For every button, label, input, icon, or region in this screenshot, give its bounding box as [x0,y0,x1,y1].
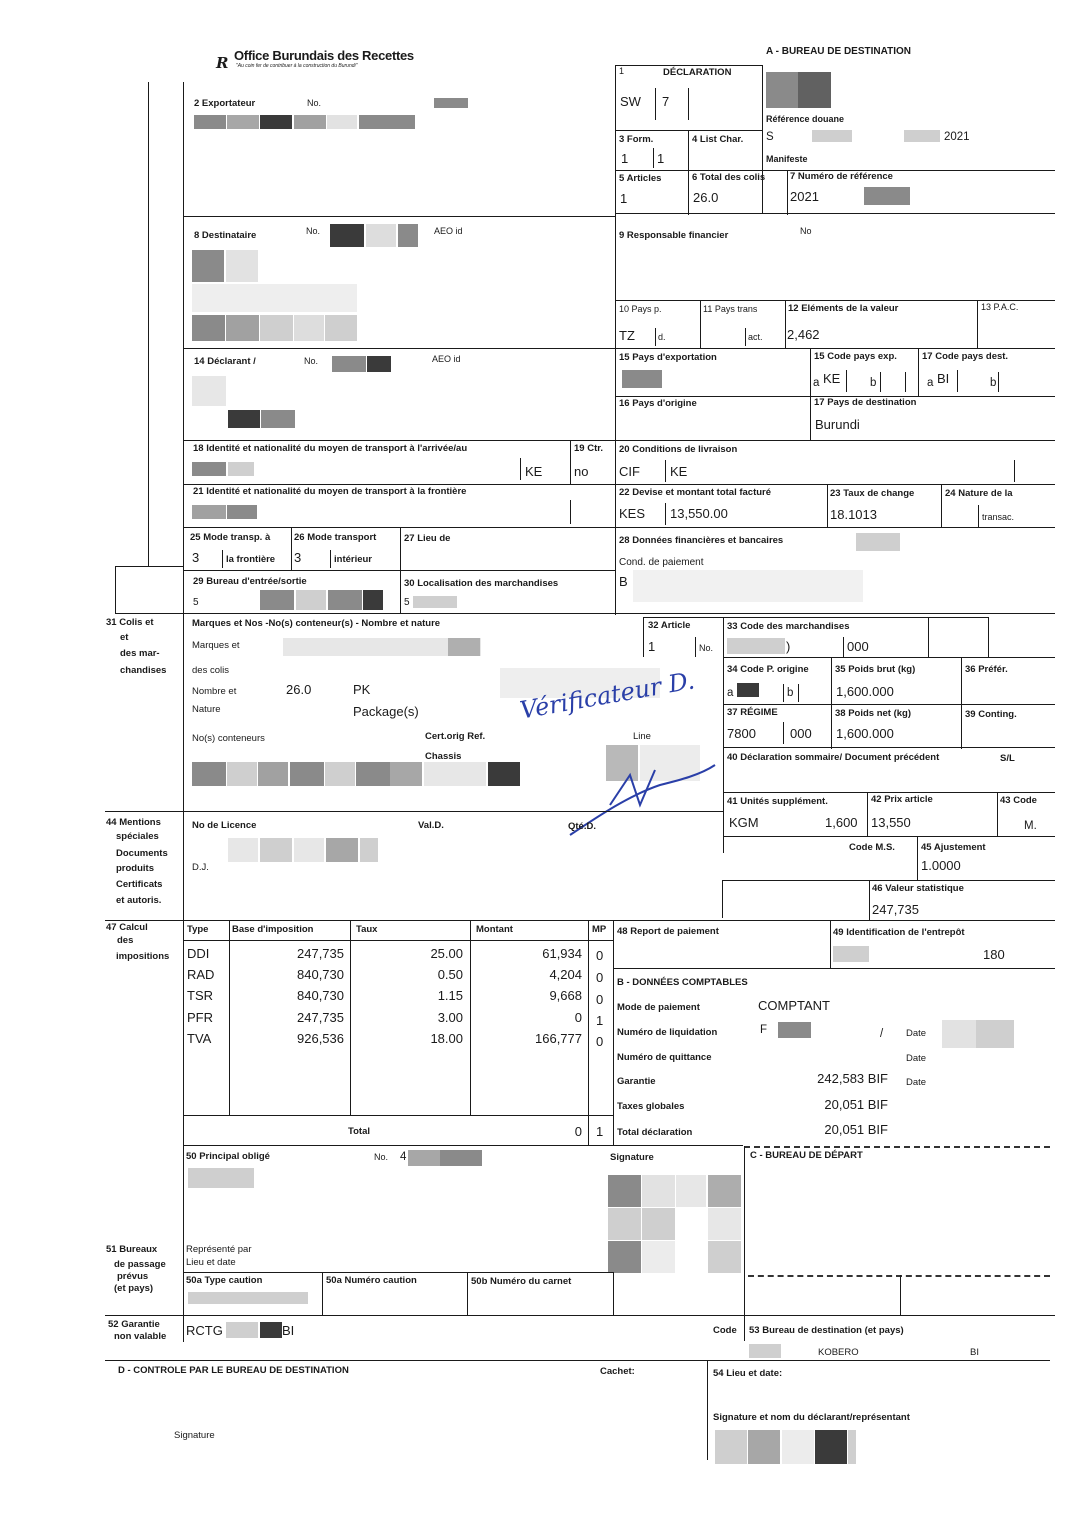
bureau-destination-title: A - BUREAU DE DESTINATION [766,46,911,57]
office-slogan: "Au coin fer de contribuer à la construction du Burundi" [236,63,358,69]
arrival-transport-nationality: KE [525,464,543,479]
tax-base: 840,730 [297,988,344,1003]
statistical-value: 247,735 [872,902,919,917]
guarantee-country: BI [282,1323,295,1338]
box51-side-line1: 51 Bureaux [106,1244,158,1255]
delivery-place: KE [670,464,688,479]
accounting-title: B - DONNÉES COMPTABLES [617,977,748,988]
box40-label: 40 Déclaration sommaire/ Document précédent [727,752,940,763]
box46-label: 46 Valeur statistique [872,883,964,894]
tax-type: RAD [187,967,215,982]
customs-reference-year: 2021 [944,131,970,143]
tax-header-base: Base d'imposition [232,924,314,935]
provenance-country: TZ [619,328,635,343]
box50b-carnet-label: 50b Numéro du carnet [471,1276,572,1287]
box8-label: 8 Destinataire [194,230,257,241]
marks-label: Marques et [192,640,240,651]
destination-country-code: BI [937,371,950,386]
calculation-method-code: M. [1024,820,1037,832]
chassis-label: Chassis [425,751,462,762]
customs-reference-label: Référence douane [766,114,845,124]
exchange-rate: 18.1013 [830,507,877,522]
receipt-label: Numéro de quittance [617,1052,712,1063]
box7-label: 7 Numéro de référence [790,171,893,182]
tax-mp: 0 [596,992,604,1007]
inland-transport-text: intérieur [334,554,373,565]
article-number: 1 [648,639,656,654]
invoice-amount: 13,550.00 [670,506,728,521]
entry-office-value: 5 [193,597,199,608]
box5-label: 5 Articles [619,173,662,184]
tax-total-value: 0 [574,1124,582,1139]
payment-mode-value: COMPTANT [758,998,830,1013]
inland-transport-mode: 3 [294,550,302,565]
box28-label: 28 Données financières et bancaires [619,535,784,546]
box44-side-line3: Documents [116,848,168,859]
tax-amount: 9,668 [549,988,582,1003]
box15-label: 15 Pays d'exportation [619,352,717,363]
declarant-no-label: No. [304,356,319,366]
box48-label: 48 Report de paiement [617,926,719,937]
global-taxes-label: Taxes globales [617,1101,685,1112]
consignee-aeo-label: AEO id [434,226,463,236]
box30-label: 30 Localisation des marchandises [404,578,559,589]
nature-label: Nature [192,704,221,715]
destination-control-title: D - CONTROLE PAR LE BUREAU DE DESTINATION [118,1365,349,1376]
box9-label: 9 Responsable financier [619,230,729,241]
total-declaration-label: Total déclaration [617,1127,693,1138]
packages-nature: Package(s) [353,704,419,719]
tax-base: 247,735 [297,946,344,961]
box52-side-line2: non valable [114,1331,167,1342]
box12-label: 12 Eléments de la valeur [788,303,899,314]
tax-mp: 0 [596,970,604,985]
declaration-model: 7 [662,94,670,109]
goods-location-value: 5 [404,597,410,608]
box51-side-line3: prévus [117,1271,149,1282]
invoice-currency: KES [619,506,646,521]
dest-code-a: a [927,377,934,389]
box45-label: 45 Ajustement [921,842,986,853]
box43-label: 43 Code [1000,795,1037,806]
exporter-no-label: No. [307,98,322,108]
licence-validity-label: Val.D. [418,820,444,831]
forms-count: 1 [621,151,629,166]
stamp-label: Cachet: [600,1366,635,1377]
box36-label: 36 Préfér. [965,664,1008,675]
payment-terms-label: Cond. de paiement [619,557,704,568]
value-elements: 2,462 [787,327,820,342]
box26-label: 26 Mode transport [294,532,377,543]
declarant-aeo-label: AEO id [432,354,461,364]
principal-no-label: No. [374,1152,389,1162]
declaration-type: SW [620,94,641,109]
box21-label: 21 Identité et nationalité du moyen de transport à la frontière [193,486,467,497]
box39-label: 39 Conting. [965,709,1017,720]
manifest-label: Manifeste [766,154,808,164]
packages-unit: PK [353,682,371,697]
regime-code: 7800 [727,726,756,741]
adjustment-value: 1.0000 [921,858,961,873]
box33-label: 33 Code des marchandises [727,621,850,632]
box20-label: 20 Conditions de livraison [619,444,738,455]
liquidation-date-label: Date [906,1028,927,1039]
tax-total-label: Total [348,1126,370,1137]
box31-side-line2: et [120,632,129,643]
border-transport-mode: 3 [192,550,200,565]
financial-no-label: No [800,226,812,236]
licence-quantity-label: Qté.D. [568,821,596,832]
box25-label: 25 Mode transp. à [190,532,271,543]
liquidation-separator: / [880,1028,884,1040]
box32-label: 32 Article [648,620,691,631]
box51-side-line2: de passage [114,1259,166,1270]
box42-label: 42 Prix article [871,794,933,805]
box31-side-line4: chandises [120,665,167,676]
destination-office-name: KOBERO [818,1347,859,1358]
box27-label: 27 Lieu de [404,533,451,544]
declarant-signature-label: Signature et nom du déclarant/représentant [713,1412,910,1423]
tax-total-mp: 1 [596,1124,604,1139]
box40-sl: S/L [1000,753,1015,764]
total-packages-value: 26.0 [693,190,719,205]
total-declaration-value: 20,051 BIF [824,1122,888,1137]
transit-suffix: act. [748,332,763,342]
consignee-no-label: No. [306,226,321,236]
box11-label: 11 Pays trans [703,304,758,314]
box4-label: 4 List Char. [692,134,744,145]
tax-rate: 18.00 [430,1031,463,1046]
container-flag: no [574,464,589,479]
box51-side-line4: (et pays) [114,1283,154,1294]
packages-number: 26.0 [286,682,312,697]
tax-type: PFR [187,1010,213,1025]
box31-side-line3: des mar- [120,648,160,659]
tax-rate: 1.15 [437,988,463,1003]
supplementary-unit: KGM [729,815,759,830]
box29-label: 29 Bureau d'entrée/sortie [193,576,307,587]
tax-rate: 25.00 [430,946,463,961]
box37-label: 37 RÉGIME [727,707,778,718]
tax-base: 840,730 [297,967,344,982]
box10-label: 10 Pays p. [619,304,662,314]
box34-label: 34 Code P. origine [727,664,809,675]
box35-label: 35 Poids brut (kg) [835,664,916,675]
customs-reference-prefix: S [766,131,774,143]
tax-type: TVA [187,1031,212,1046]
tax-rate: 0.50 [437,967,463,982]
box17-code-label: 17 Code pays dest. [922,351,1009,362]
box44-side-line5: Certificats [116,879,163,890]
box23-label: 23 Taux de change [830,488,915,499]
box50a-number-label: 50a Numéro caution [326,1275,417,1286]
box15-code-label: 15 Code pays exp. [814,351,897,362]
box47-side-line3: impositions [116,951,170,962]
box18-label: 18 Identité et nationalité du moyen de transport à l'arrivée/au [193,443,468,454]
article-no-label: No. [699,643,714,653]
export-code-b: b [870,377,877,389]
place-date-label: Lieu et date [186,1257,236,1268]
guarantee-label: Garantie [617,1076,656,1087]
number-label: Nombre et [192,686,237,697]
principal-no-value: 4 [400,1151,407,1163]
regime-suffix: 000 [790,726,812,741]
liquidation-label: Numéro de liquidation [617,1027,718,1038]
payment-mode-label: Mode de paiement [617,1002,700,1013]
office-name: Office Burundais des Recettes [234,48,414,63]
box47-side-line2: des [117,935,134,946]
guarantee-value: 242,583 BIF [817,1071,888,1086]
code-label: Code [713,1325,737,1336]
box16-label: 16 Pays d'origine [619,398,697,409]
box17-label: 17 Pays de destination [814,397,917,408]
destination-office-country: BI [970,1347,979,1358]
tax-base: 247,735 [297,1010,344,1025]
control-signature-label: Signature [174,1430,215,1441]
departure-office-title: C - BUREAU DE DÉPART [750,1150,863,1161]
tax-mp: 0 [596,1034,604,1049]
box1-label: 1 [619,66,625,76]
goods-code: ) [786,639,791,654]
origin-code-b: b [787,687,794,699]
supplementary-quantity: 1,600 [825,815,858,830]
declaration-title: DÉCLARATION [663,67,732,78]
tax-type: TSR [187,988,213,1003]
tax-mp: 0 [596,948,604,963]
forms-total: 1 [657,151,665,166]
tax-header-rate: Taux [356,924,378,935]
containers-label: No(s) conteneurs [192,733,265,744]
tax-header-amount: Montant [476,924,513,935]
box41-label: 41 Unités supplément. [727,796,828,807]
goods-code-suffix: 000 [847,639,869,654]
tax-mp: 1 [596,1013,604,1028]
destination-country: Burundi [815,417,860,432]
handwritten-verification: Vérificateur D. [517,666,697,725]
liquidation-prefix: F [760,1024,768,1036]
net-weight: 1,600.000 [836,726,894,741]
box3-label: 3 Form. [619,134,654,145]
tax-type: DDI [187,946,210,961]
principal-signature-label: Signature [610,1152,654,1163]
border-transport-text: la frontière [226,554,276,565]
box50-label: 50 Principal obligé [186,1151,270,1162]
licence-label: No de Licence [192,820,257,831]
represented-by-label: Représenté par [186,1244,252,1255]
box49-label: 49 Identification de l'entrepôt [833,927,965,938]
packages-label: des colis [192,665,229,676]
box54-label: 54 Lieu et date: [713,1368,783,1379]
tax-header-mp: MP [592,924,607,935]
box50a-type-label: 50a Type caution [186,1275,263,1286]
dest-code-b: b [990,377,997,389]
cert-orig-label: Cert.orig Ref. [425,731,486,742]
delivery-terms: CIF [619,464,640,479]
line-label: Line [633,731,651,742]
box6-label: 6 Total des colis [692,172,766,183]
box44-side-line4: produits [116,863,154,874]
box38-label: 38 Poids net (kg) [835,708,912,719]
warehouse-id: 180 [983,947,1005,962]
tax-amount: 166,777 [535,1031,582,1046]
box31-side-line1: 31 Colis et [106,617,154,628]
box24-label: 24 Nature de la [945,488,1013,499]
guarantee-type: RCTG [186,1323,223,1338]
box44-side-line6: et autoris. [116,895,162,906]
box52-side-line1: 52 Garantie [108,1319,160,1330]
box19-label: 19 Ctr. [574,443,604,454]
box44-side-line1: 44 Mentions [106,817,161,828]
tax-amount: 0 [574,1010,582,1025]
articles-value: 1 [620,191,628,206]
box31-label: Marques et Nos -No(s) conteneur(s) - Nombre et nature [192,618,441,629]
dj-label: D.J. [192,862,209,873]
guarantee-date-label: Date [906,1077,927,1088]
box13-label: 13 P.A.C. [981,302,1019,312]
box53-label: 53 Bureau de destination (et pays) [749,1325,904,1336]
transaction-suffix: transac. [982,512,1015,522]
export-code-a: a [813,377,820,389]
tax-amount: 61,934 [542,946,582,961]
box47-side-line1: 47 Calcul [106,922,148,933]
tax-rate: 3.00 [437,1010,463,1025]
origin-code-a: a [727,687,734,699]
logo-mark: R [216,54,229,72]
export-country-code: KE [823,371,841,386]
item-price: 13,550 [871,815,911,830]
box44-side-line2: spéciales [116,831,159,842]
tax-header-type: Type [187,924,209,935]
tax-base: 926,536 [297,1031,344,1046]
reference-number-value: 2021 [790,189,819,204]
box14-label: 14 Déclarant / [194,356,256,367]
gross-weight: 1,600.000 [836,684,894,699]
tax-amount: 4,204 [549,967,582,982]
receipt-date-label: Date [906,1053,927,1064]
provenance-suffix: d. [658,332,666,342]
box2-label: 2 Exportateur [194,98,256,109]
financial-data-value: B [619,574,628,589]
box22-label: 22 Devise et montant total facturé [619,487,772,498]
global-taxes-value: 20,051 BIF [824,1097,888,1112]
code-ms-label: Code M.S. [849,842,895,853]
